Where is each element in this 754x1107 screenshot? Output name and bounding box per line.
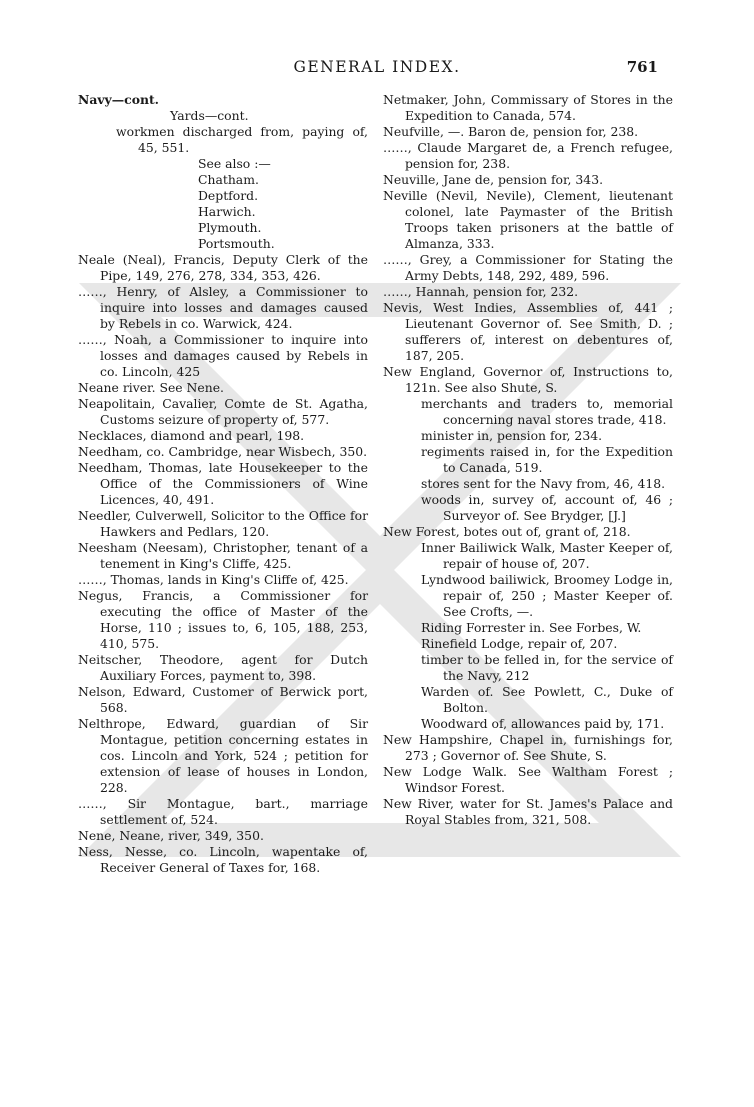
index-entry: ……, Grey, a Commissioner for Stating the Army Debts, 148, 292, 489, 596. bbox=[383, 252, 673, 283]
index-entry: Yards—cont. bbox=[170, 108, 249, 123]
index-entry: Plymouth. bbox=[198, 220, 262, 235]
index-entry: ……, Henry, of Alsley, a Commissioner to inquire into losses and damages caused by Rebels in co. Warwick, 424. bbox=[78, 284, 368, 331]
index-entry: Nelthrope, Edward, guardian of Sir Montague, petition concerning estates in cos. Lincoln and York, 524 ; petition for extension of lease of houses in London, 228. bbox=[78, 716, 368, 795]
index-entry: Netmaker, John, Commissary of Stores in the Expedition to Canada, 574. bbox=[383, 92, 673, 123]
index-entry: Harwich. bbox=[198, 204, 256, 219]
index-entry: Woodward of, allowances paid by, 171. bbox=[421, 716, 665, 731]
index-entry: Nelson, Edward, Customer of Berwick port, 568. bbox=[78, 684, 368, 715]
index-entry: Needler, Culverwell, Solicitor to the Office for Hawkers and Pedlars, 120. bbox=[78, 508, 368, 539]
index-entry: Neitscher, Theodore, agent for Dutch Auxiliary Forces, payment to, 398. bbox=[78, 652, 368, 683]
index-entry: ……, Claude Margaret de, a French refugee, pension for, 238. bbox=[383, 140, 673, 171]
index-column-left bbox=[78, 92, 368, 876]
index-entry: New Forest, botes out of, grant of, 218. bbox=[383, 524, 631, 539]
index-entry: New Lodge Walk. See Waltham Forest ; Windsor Forest. bbox=[383, 764, 673, 795]
index-entry: Needham, co. Cambridge, near Wisbech, 350. bbox=[78, 444, 368, 459]
index-entry: ……, Sir Montague, bart., marriage settlement of, 524. bbox=[78, 796, 368, 827]
page-number: 761 bbox=[626, 58, 658, 76]
index-entry: Deptford. bbox=[198, 188, 259, 203]
index-entry: New England, Governor of, Instructions to, 121n. See also Shute, S. bbox=[383, 364, 673, 395]
index-column-right bbox=[383, 92, 673, 828]
index-entry: Rinefield Lodge, repair of, 207. bbox=[421, 636, 618, 651]
index-entry: Neuville, Jane de, pension for, 343. bbox=[383, 172, 604, 187]
index-entry: Neale (Neal), Francis, Deputy Clerk of the Pipe, 149, 276, 278, 334, 353, 426. bbox=[78, 252, 368, 283]
index-entry: ……, Hannah, pension for, 232. bbox=[383, 284, 579, 299]
index-entry: Neapolitain, Cavalier, Comte de St. Agatha, Customs seizure of property of, 577. bbox=[78, 396, 368, 427]
index-entry: woods in, survey of, account of, 46 ; Surveyor of. See Brydger, [J.] bbox=[421, 492, 673, 523]
index-entry: Riding Forrester in. See Forbes, W. bbox=[421, 620, 642, 635]
index-entry: New River, water for St. James's Palace and Royal Stables from, 321, 508. bbox=[383, 796, 673, 827]
index-entry: Neufville, —. Baron de, pension for, 238. bbox=[383, 124, 639, 139]
index-entry: Nene, Neane, river, 349, 350. bbox=[78, 828, 264, 843]
index-entry: Necklaces, diamond and pearl, 198. bbox=[78, 428, 305, 443]
index-entry: ……, Thomas, lands in King's Cliffe of, 425. bbox=[78, 572, 349, 587]
index-entry: Ness, Nesse, co. Lincoln, wapentake of, Receiver General of Taxes for, 168. bbox=[78, 844, 368, 875]
page-title: GENERAL INDEX. bbox=[293, 58, 461, 76]
index-entry: workmen discharged from, paying of, 45, 551. bbox=[116, 124, 368, 155]
page-header bbox=[0, 58, 754, 82]
index-entry: merchants and traders to, memorial concerning naval stores trade, 418. bbox=[421, 396, 673, 427]
index-entry: Neane river. See Nene. bbox=[78, 380, 224, 395]
index-entry: New Hampshire, Chapel in, furnishings for, 273 ; Governor of. See Shute, S. bbox=[383, 732, 673, 763]
index-entry: Inner Bailiwick Walk, Master Keeper of, repair of house of, 207. bbox=[421, 540, 673, 571]
index-entry: stores sent for the Navy from, 46, 418. bbox=[421, 476, 666, 491]
index-entry: ……, Noah, a Commissioner to inquire into losses and damages caused by Rebels in co. Lincoln, 425 bbox=[78, 332, 368, 379]
index-entry: Negus, Francis, a Commissioner for executing the office of Master of the Horse, 110 ; issues to, 6, 105, 188, 253, 410, 575. bbox=[78, 588, 368, 651]
index-entry: Chatham. bbox=[198, 172, 259, 187]
index-entry: minister in, pension for, 234. bbox=[421, 428, 603, 443]
index-entry: Needham, Thomas, late Housekeeper to the Office of the Commissioners of Wine Licences, 40, 491. bbox=[78, 460, 368, 507]
index-entry: See also :— bbox=[198, 156, 271, 171]
index-entry: regiments raised in, for the Expedition to Canada, 519. bbox=[421, 444, 673, 475]
index-entry: Lyndwood bailiwick, Broomey Lodge in, repair of, 250 ; Master Keeper of. See Crofts, —. bbox=[421, 572, 673, 619]
index-entry: timber to be felled in, for the service of the Navy, 212 bbox=[421, 652, 673, 683]
index-entry: Neville (Nevil, Nevile), Clement, lieutenant colonel, late Paymaster of the British Troops taken prisoners at the battle of Almanza, 333. bbox=[383, 188, 673, 251]
index-entry: Navy—cont. bbox=[78, 92, 159, 107]
index-entry: Neesham (Neesam), Christopher, tenant of a tenement in King's Cliffe, 425. bbox=[78, 540, 368, 571]
index-entry: Nevis, West Indies, Assemblies of, 441 ; Lieutenant Governor of. See Smith, D. ; sufferers of, interest on debentures of, 187, 205. bbox=[383, 300, 673, 363]
index-entry: Portsmouth. bbox=[198, 236, 275, 251]
index-entry: Warden of. See Powlett, C., Duke of Bolton. bbox=[421, 684, 673, 715]
